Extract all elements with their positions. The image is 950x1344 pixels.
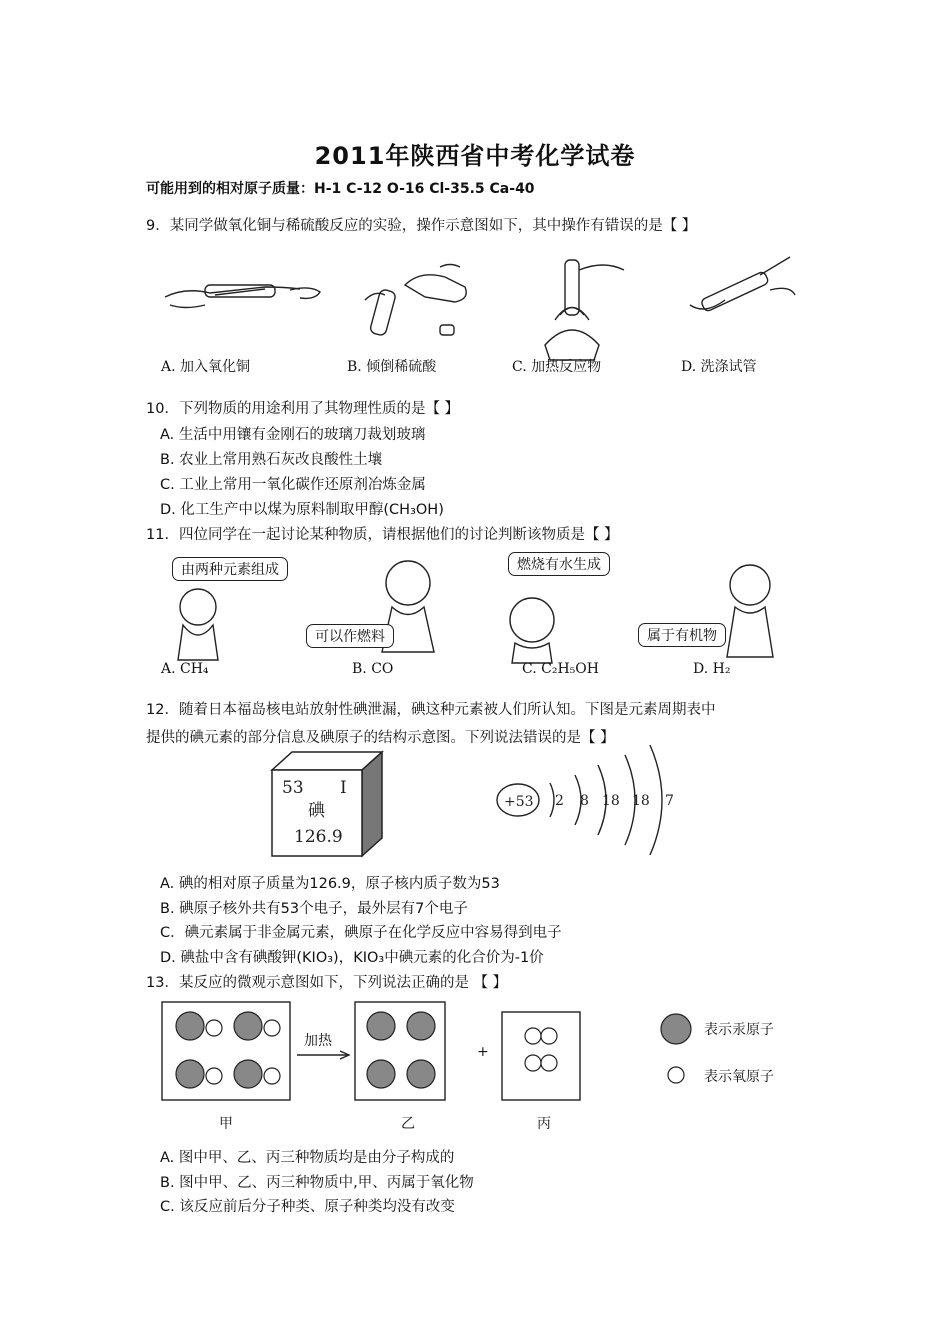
q10-option-b: B. 农业上常用熟石灰改良酸性土壤 bbox=[160, 452, 383, 468]
q9-figure-c bbox=[545, 260, 624, 360]
shell-5-count: 7 bbox=[665, 793, 674, 809]
q11-caption-a: A. CH₄ bbox=[161, 661, 209, 677]
q10-option-d: D. 化工生产中以煤为原料制取甲醇(CH₃OH) bbox=[160, 502, 444, 518]
element-mass: 126.9 bbox=[294, 827, 343, 847]
legend-hg: 表示汞原子 bbox=[704, 1022, 774, 1038]
q11-caption-c: C. C₂H₅OH bbox=[522, 661, 599, 677]
q13-option-b: B. 图中甲、乙、丙三种物质中,甲、丙属于氧化物 bbox=[160, 1175, 474, 1191]
legend-hg-symbol bbox=[661, 1014, 691, 1044]
q9-figure-a bbox=[165, 285, 320, 308]
q11-bubble-b: 可以作燃料 bbox=[306, 624, 394, 648]
shell-4-count: 18 bbox=[632, 793, 650, 809]
q10-option-a: A. 生活中用镶有金刚石的玻璃刀裁划玻璃 bbox=[160, 427, 426, 443]
q9-figure-d bbox=[690, 257, 795, 312]
q11-bubble-d: 属于有机物 bbox=[638, 623, 726, 647]
student-a-head bbox=[180, 589, 216, 625]
page-title: 2011年陕西省中考化学试卷 bbox=[314, 142, 636, 170]
shell-3-count: 18 bbox=[602, 793, 620, 809]
q11-stem: 11．四位同学在一起讨论某种物质，请根据他们的讨论判断该物质是【 】 bbox=[146, 527, 619, 543]
q10-option-c: C. 工业上常用一氧化碳作还原剂冶炼金属 bbox=[160, 477, 426, 493]
q10-stem: 10．下列物质的用途利用了其物理性质的是【 】 bbox=[146, 401, 460, 417]
q13-option-c: C. 该反应前后分子种类、原子种类均没有改变 bbox=[160, 1199, 455, 1215]
student-d-body bbox=[727, 607, 773, 657]
nucleus-charge: +53 bbox=[504, 794, 534, 810]
element-symbol: I bbox=[340, 778, 347, 798]
q11-bubble-a: 由两种元素组成 bbox=[172, 557, 288, 581]
student-c-body bbox=[512, 643, 552, 663]
hg-atom bbox=[367, 1060, 395, 1088]
q12-option-a: A. 碘的相对原子质量为126.9，原子核内质子数为53 bbox=[160, 876, 500, 892]
o-atom bbox=[525, 1055, 541, 1071]
legend-o-symbol bbox=[668, 1067, 684, 1083]
q12-stem-line1: 12．随着日本福岛核电站放射性碘泄漏，碘这种元素被人们所认知。下图是元素周期表中 bbox=[146, 702, 716, 718]
o-atom bbox=[525, 1028, 541, 1044]
hg-atom bbox=[234, 1012, 262, 1040]
shell-2-count: 8 bbox=[580, 793, 589, 809]
label-bing: 丙 bbox=[537, 1116, 551, 1132]
student-d-head bbox=[730, 565, 770, 605]
arrow-label: 加热 bbox=[304, 1033, 332, 1049]
q13-stem: 13．某反应的微观示意图如下，下列说法正确的是 【 】 bbox=[146, 975, 508, 991]
q9-caption-c: C. 加热反应物 bbox=[512, 359, 602, 375]
q12-option-d: D. 碘盐中含有碘酸钾(KIO₃)，KIO₃中碘元素的化合价为-1价 bbox=[160, 950, 544, 966]
student-a-body bbox=[178, 625, 218, 660]
hg-atom bbox=[367, 1012, 395, 1040]
student-b-head bbox=[386, 561, 430, 605]
legend-o: 表示氧原子 bbox=[704, 1069, 774, 1085]
o-atom bbox=[206, 1020, 222, 1036]
q12-option-b: B. 碘原子核外共有53个电子，最外层有7个电子 bbox=[160, 901, 468, 917]
o-atom bbox=[264, 1068, 280, 1084]
o-atom bbox=[541, 1055, 557, 1071]
q11-bubble-c: 燃烧有水生成 bbox=[508, 552, 610, 576]
q9-caption-b: B. 倾倒稀硫酸 bbox=[347, 359, 437, 375]
hg-atom bbox=[176, 1012, 204, 1040]
label-yi: 乙 bbox=[401, 1116, 415, 1132]
element-card bbox=[270, 750, 390, 860]
element-name: 碘 bbox=[308, 801, 325, 821]
shell-1-count: 2 bbox=[555, 793, 564, 809]
hg-atom bbox=[176, 1060, 204, 1088]
q9-caption-d: D. 洗涤试管 bbox=[681, 359, 757, 375]
box-bing bbox=[502, 1012, 580, 1100]
q12-option-c: C．碘元素属于非金属元素，碘原子在化学反应中容易得到电子 bbox=[160, 925, 562, 941]
hg-atom bbox=[407, 1012, 435, 1040]
atomic-masses: 可能用到的相对原子质量：H-1 C-12 O-16 Cl-35.5 Ca-40 bbox=[146, 181, 535, 197]
plus-sign: + bbox=[477, 1044, 489, 1060]
o-atom bbox=[264, 1020, 280, 1036]
hg-atom bbox=[407, 1060, 435, 1088]
q9-figure bbox=[0, 245, 950, 385]
hg-atom bbox=[234, 1060, 262, 1088]
o-atom bbox=[206, 1068, 222, 1084]
atom-structure bbox=[495, 745, 715, 855]
label-jia: 甲 bbox=[219, 1116, 233, 1132]
reaction-diagram bbox=[0, 1000, 800, 1110]
o-atom bbox=[541, 1028, 557, 1044]
q11-figure bbox=[0, 555, 950, 665]
q9-caption-a: A. 加入氧化铜 bbox=[161, 359, 251, 375]
q11-caption-b: B. CO bbox=[352, 661, 394, 677]
element-number: 53 bbox=[282, 778, 304, 798]
student-c-head bbox=[510, 598, 554, 642]
q12-stem-line2: 提供的碘元素的部分信息及碘原子的结构示意图。下列说法错误的是【 】 bbox=[146, 730, 615, 746]
q11-caption-d: D. H₂ bbox=[693, 661, 731, 677]
q13-option-a: A. 图中甲、乙、丙三种物质均是由分子构成的 bbox=[160, 1150, 455, 1166]
q9-stem: 9．某同学做氧化铜与稀硫酸反应的实验，操作示意图如下，其中操作有错误的是【 】 bbox=[146, 218, 697, 234]
q9-figure-b bbox=[365, 265, 466, 337]
